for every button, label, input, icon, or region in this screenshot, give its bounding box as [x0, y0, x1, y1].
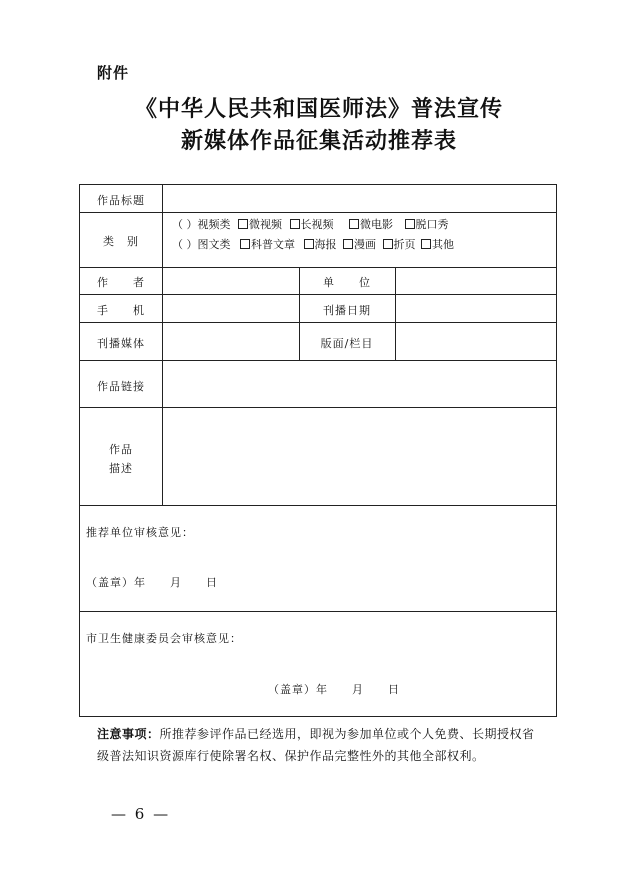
work-description-label-2: 描述: [109, 462, 133, 475]
recommendation-form-table: [79, 184, 557, 717]
phone-field[interactable]: [164, 297, 298, 321]
checkbox-poster[interactable]: 海报: [304, 238, 337, 251]
author-field[interactable]: [164, 270, 298, 293]
row-divider: [80, 360, 556, 361]
checkbox-comic[interactable]: 漫画: [343, 238, 376, 251]
page-title-line-1: 《中华人民共和国医师法》普法宣传: [134, 96, 503, 122]
notice-label: 注意事项：: [97, 727, 160, 741]
work-title-field[interactable]: [164, 187, 554, 211]
column-divider: [395, 267, 396, 360]
recommend-unit-seal-date: （盖章）年 月 日: [86, 576, 218, 589]
checkbox-science-article[interactable]: 科普文章: [240, 238, 295, 251]
checkbox-icon[interactable]: [349, 219, 359, 229]
row-divider: [80, 407, 556, 408]
unit-field[interactable]: [397, 270, 555, 293]
category-row-graphic: [172, 236, 454, 252]
publish-date-field[interactable]: [397, 297, 555, 321]
committee-opinion-label: 市卫生健康委员会审核意见：: [86, 632, 242, 645]
checkbox-icon[interactable]: [290, 219, 300, 229]
section-field[interactable]: [397, 325, 555, 359]
notice-paragraph: [97, 723, 547, 767]
category-label: 类 别: [103, 235, 139, 248]
publish-date-label: 刊播日期: [323, 304, 371, 317]
row-divider: [80, 267, 556, 268]
work-link-field[interactable]: [164, 363, 554, 406]
row-divider: [80, 611, 556, 612]
checkbox-icon[interactable]: [383, 239, 393, 249]
work-description-field[interactable]: [164, 410, 554, 504]
column-divider: [162, 185, 163, 505]
attachment-label: 附件: [97, 64, 130, 82]
row-divider: [80, 294, 556, 295]
publish-media-field[interactable]: [164, 325, 298, 359]
work-link-label: 作品链接: [97, 380, 145, 393]
category-row-video: [172, 216, 449, 232]
author-label: 作 者: [97, 276, 145, 289]
checkbox-icon[interactable]: [240, 239, 250, 249]
checkbox-icon[interactable]: [238, 219, 248, 229]
work-description-label-1: 作品: [109, 443, 133, 456]
checkbox-talk-show[interactable]: 脱口秀: [405, 218, 449, 231]
recommend-unit-opinion-label: 推荐单位审核意见：: [86, 526, 194, 539]
row-divider: [80, 505, 556, 506]
section-label: 版面/栏目: [320, 337, 374, 350]
notice-text: 所推荐参评作品已经选用，即视为参加单位或个人免费、长期授权省级普法知识资源库行使除署名权、保护作品完整性外的其他全部权利。: [97, 727, 535, 763]
page-title-line-2: 新媒体作品征集活动推荐表: [180, 128, 457, 154]
checkbox-icon[interactable]: [304, 239, 314, 249]
publish-media-label: 刊播媒体: [97, 337, 145, 350]
checkbox-micro-video[interactable]: 微视频: [238, 218, 282, 231]
checkbox-other[interactable]: 其他: [421, 238, 454, 251]
checkbox-folder[interactable]: 折页: [383, 238, 416, 251]
work-title-label: 作品标题: [97, 194, 145, 207]
page-number: — 6 —: [111, 805, 171, 823]
category-graphic-prefix[interactable]: （ ）图文类: [172, 238, 231, 251]
row-divider: [80, 212, 556, 213]
checkbox-icon[interactable]: [343, 239, 353, 249]
committee-seal-date: （盖章）年 月 日: [268, 683, 400, 696]
checkbox-long-video[interactable]: 长视频: [290, 218, 334, 231]
unit-label: 单 位: [323, 276, 371, 289]
checkbox-micro-film[interactable]: 微电影: [349, 218, 393, 231]
phone-label: 手 机: [97, 304, 145, 317]
row-divider: [80, 322, 556, 323]
checkbox-icon[interactable]: [421, 239, 431, 249]
checkbox-icon[interactable]: [405, 219, 415, 229]
category-video-prefix[interactable]: （ ）视频类: [172, 218, 231, 231]
